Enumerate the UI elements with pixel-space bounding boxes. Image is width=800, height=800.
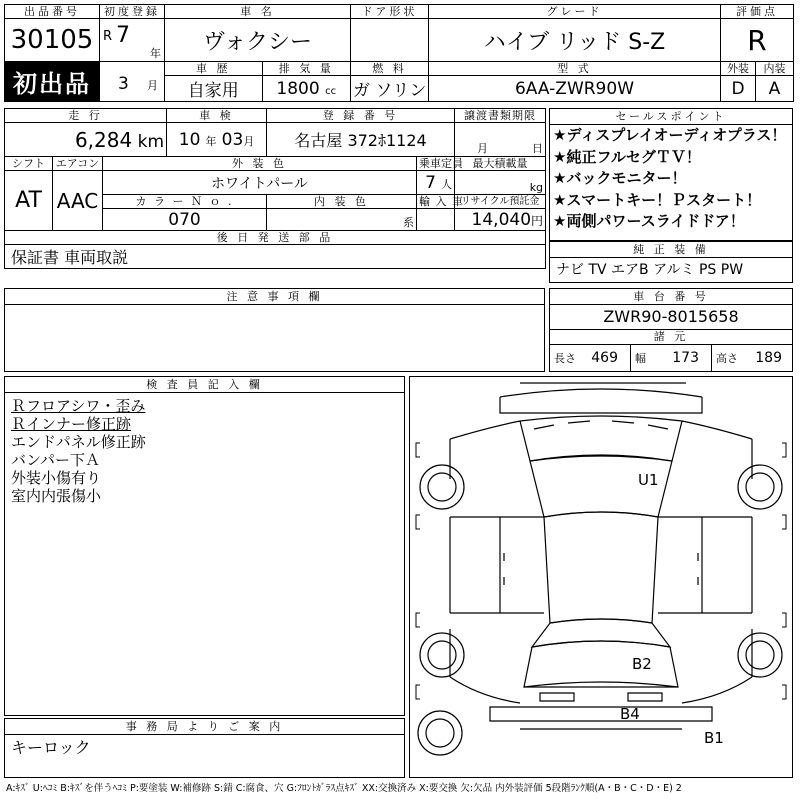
hgt: 189 (755, 350, 782, 366)
car-name-label: 車 名 (165, 5, 351, 19)
history-disp-values (165, 76, 351, 102)
int-label: 内装 (756, 62, 794, 76)
specs-label: 諸 元 (550, 330, 792, 345)
int-score: A (756, 76, 794, 102)
color: ホワイトパール (103, 171, 417, 195)
reg-month-cell (100, 62, 165, 102)
capacity: 7 (425, 172, 436, 193)
car-name: ヴォクシー (165, 19, 351, 62)
header-table (4, 4, 794, 102)
capacity-unit: 人 (441, 177, 453, 191)
ac: AAC (53, 171, 103, 231)
chassis-label: 車 台 番 号 (550, 289, 792, 305)
first-listing-badge: 初出品 (5, 62, 100, 102)
import-label: 輸 入 車 (417, 195, 455, 209)
ext-label: 外装 (721, 62, 756, 76)
inspector-note: Ｒインナー修正跡 (11, 415, 132, 433)
color-label: 外 装 色 (103, 157, 417, 171)
mileage-unit: km (137, 131, 165, 152)
mileage-cell (5, 123, 167, 157)
reg-year: 7 (116, 23, 130, 48)
color-no-label: カ ラ ー Ｎ ｏ . (103, 195, 267, 209)
door-label: ドア形状 (351, 5, 429, 19)
damage-mark-b1: B1 (704, 729, 724, 747)
interior-label: 内 装 色 (267, 195, 417, 209)
specs-row (550, 345, 792, 371)
car-diagram-box (409, 376, 793, 778)
model-label: 型 式 (429, 62, 721, 76)
office-label: 事 務 局 よ り ご 案 内 (5, 719, 404, 735)
reg-era: R (103, 29, 113, 44)
sales-points-label: セールスポイント (550, 109, 792, 125)
plate-label: 登 録 番 号 (267, 109, 455, 123)
plate: 名古屋 372ﾎ1124 (267, 123, 455, 157)
equipment-box (549, 241, 793, 283)
inspector-note: エンドパネル修正跡 (11, 433, 146, 451)
history: 自家用 (165, 76, 262, 101)
load-label: 最大積載量 (455, 157, 546, 171)
sales-points-box (549, 108, 793, 241)
reg-month-unit: 月 (147, 79, 158, 92)
model: 6AA-ZWR90W (429, 76, 721, 102)
tire-icon (418, 465, 782, 755)
reg-label: 初度登録 (100, 5, 165, 19)
notes-label: 注 意 事 項 欄 (5, 289, 544, 305)
color-no: 070 (103, 209, 267, 231)
transfer-month-unit: 月 (477, 142, 489, 155)
sales-point: ★純正フルセグＴＶ！ (553, 147, 701, 166)
chassis-no: ZWR90-8015658 (550, 305, 792, 330)
mileage: 6,284 (74, 127, 133, 152)
lot-no-label: 出品番号 (5, 5, 100, 19)
notes-box (4, 288, 545, 372)
len-label: 長さ (554, 352, 576, 365)
fuel-label: 燃 料 (351, 62, 429, 76)
office-text: キーロック (11, 738, 91, 757)
score-label: 評価点 (721, 5, 794, 19)
recycle-unit: 円 (531, 213, 544, 228)
reg-year-cell (100, 19, 165, 62)
sales-point: ★バックモニター！ (553, 169, 687, 187)
displacement: 1800 (276, 78, 320, 99)
grade: ハイブ リッド S-Z (429, 19, 721, 62)
equipment-label: 純 正 装 備 (550, 242, 792, 258)
inspection-label: 車 検 (167, 109, 267, 123)
load-unit: kg (529, 181, 544, 194)
displacement-label: 排 気 量 (278, 62, 334, 75)
lot-no: 30105 (5, 19, 100, 62)
later-parts-label: 後 日 発 送 部 品 (5, 231, 546, 245)
insp-month-unit: 月 (243, 134, 255, 148)
ext-score: D (721, 76, 756, 102)
sales-point: ★ディスプレイオーディオプラス！ (553, 126, 787, 144)
damage-mark-u1: U1 (638, 471, 659, 489)
grade-label: グレード (429, 5, 721, 19)
wid-label: 幅 (635, 352, 646, 365)
sales-point: ★両側パワースライドドア！ (553, 212, 745, 230)
hgt-label: 高さ (716, 352, 738, 365)
wid: 173 (672, 350, 699, 366)
damage-mark-b2: B2 (632, 655, 652, 673)
len: 469 (591, 350, 618, 366)
inspector-note: Ｒフロアシワ・歪み (11, 397, 146, 415)
damage-mark-b4: B4 (620, 705, 640, 723)
equipment: ナビ TV エアB アルミ PS PW (556, 262, 744, 278)
sales-point: ★スマートキー！Ｐスタート！ (553, 190, 762, 209)
chassis-box (549, 288, 793, 372)
insp-year: 10 (178, 129, 201, 150)
interior-unit: 系 (403, 216, 415, 229)
history-label: 車 歴 (165, 62, 262, 75)
inspector-label: 検 査 員 記 入 欄 (5, 377, 404, 393)
insp-year-unit: 年 (205, 134, 217, 148)
transfer-label: 譲渡書類期限 (455, 109, 546, 123)
mileage-label: 走 行 (5, 109, 167, 123)
car-diagram (410, 377, 792, 777)
office-box (4, 718, 405, 778)
fuel: ガ ソリン (351, 76, 429, 102)
history-disp-header (165, 62, 351, 76)
door (351, 19, 429, 62)
recycle-label: リサイクル預託金 (455, 195, 546, 209)
reg-month: 3 (118, 74, 129, 94)
legend-footer: A:ｷｽﾞ U:ﾍｺﾐ B:ｷｽﾞを伴うﾍｺﾐ P:要塗装 W:補修跡 S:錆 C:腐食、穴 G:ﾌﾛﾝﾄｶﾞﾗｽ点ｷｽﾞ XX:交換済み X:要交換 欠:欠品 内外装評価 5段階ﾗﾝｸ順(A・B・C・D・E) 2 (6, 783, 682, 794)
inspection-cell (167, 123, 267, 157)
ac-label: エアコン (53, 157, 103, 171)
reg-year-unit: 年 (150, 47, 161, 60)
import (417, 209, 455, 231)
inspector-note: バンパー下Ａ (11, 451, 100, 469)
later-parts: 保証書 車両取説 (5, 245, 546, 269)
score: R (721, 19, 794, 62)
shift: AT (5, 171, 53, 231)
inspector-note: 室内内張傷小 (11, 487, 102, 505)
shift-label: シフト (5, 157, 53, 171)
displacement-unit: cc (325, 85, 337, 97)
capacity-label: 乗車定員 (417, 157, 455, 171)
inspector-note: 外装小傷有り (11, 469, 102, 487)
transfer-day-unit: 日 (532, 142, 544, 155)
insp-month: 03 (221, 129, 244, 150)
inspector-box (4, 376, 405, 716)
vehicle-info-table (4, 108, 546, 269)
recycle: 14,040 (471, 209, 532, 230)
